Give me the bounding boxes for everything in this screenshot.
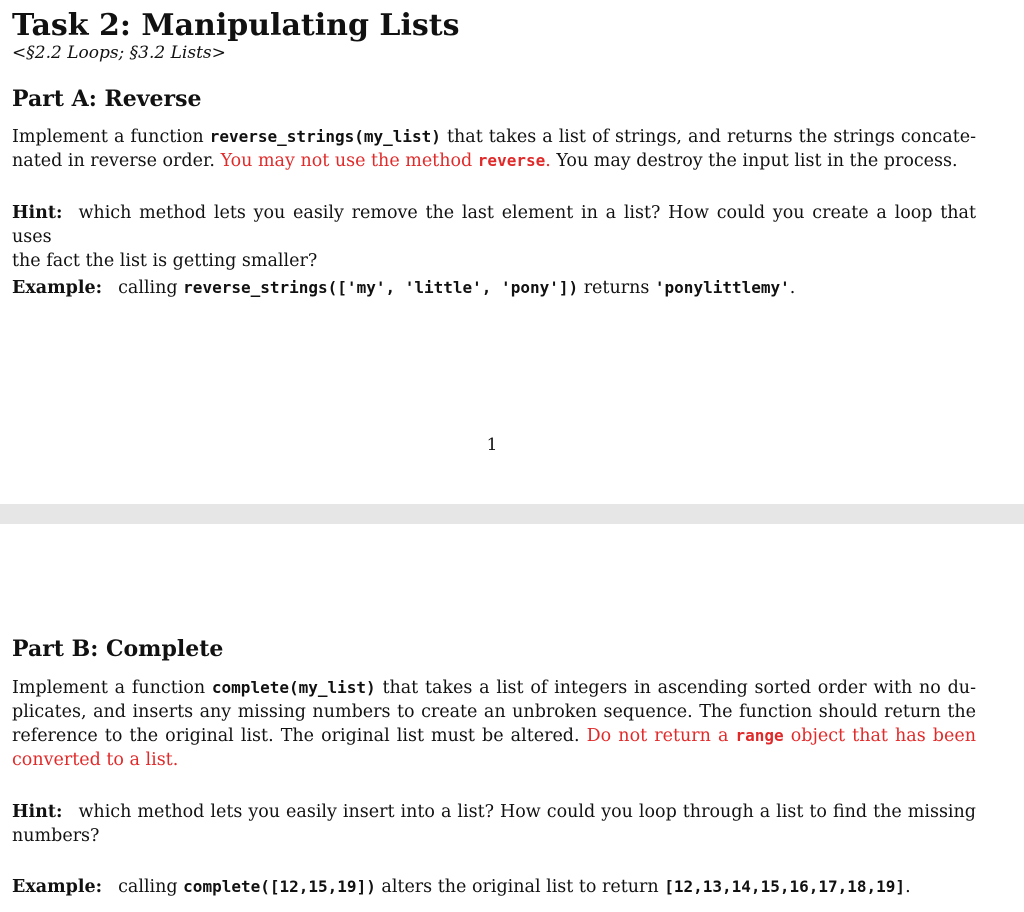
- task-title: Task 2: Manipulating Lists: [12, 8, 460, 43]
- page-separator: [0, 504, 1024, 524]
- part-a-hint: Hint: which method lets you easily remove the last element in a list? How could you create a loop that uses the fact the list is getting smaller?: [12, 203, 976, 271]
- part-b-heading: Part B: Complete: [12, 636, 224, 662]
- part-b-example: Example: calling complete([12,15,19]) alters the original list to return [12,13,14,15,16,17,18,19].: [12, 877, 911, 897]
- part-a-heading: Part A: Reverse: [12, 86, 202, 112]
- task-subtitle: <§2.2 Loops; §3.2 Lists>: [12, 43, 226, 63]
- part-b-hint: Hint: which method lets you easily insert into a list? How could you loop through a list to find the missing numbers?: [12, 802, 976, 846]
- part-b-restriction: Do not return a range object that has been: [586, 726, 976, 746]
- part-a-restriction: You may not use the method reverse.: [220, 151, 551, 171]
- part-a-description: Implement a function reverse_strings(my_list) that takes a list of strings, and returns the strings concate- nated in reverse order. You may not use the method reverse. You may destroy the input list in the process.: [12, 127, 976, 171]
- page-number: 1: [486, 435, 498, 455]
- part-b-description: Implement a function complete(my_list) that takes a list of integers in ascending sorted order with no du- plicates, and inserts any missing numbers to create an unbroken sequence. The function should return the reference to the original list. The original list must be altered. Do not return a range object that has been converted to a list.: [12, 678, 976, 770]
- part-a-example: Example: calling reverse_strings(['my', 'little', 'pony']) returns 'ponylittlemy'.: [12, 278, 796, 298]
- document-page-2: [0, 524, 1024, 912]
